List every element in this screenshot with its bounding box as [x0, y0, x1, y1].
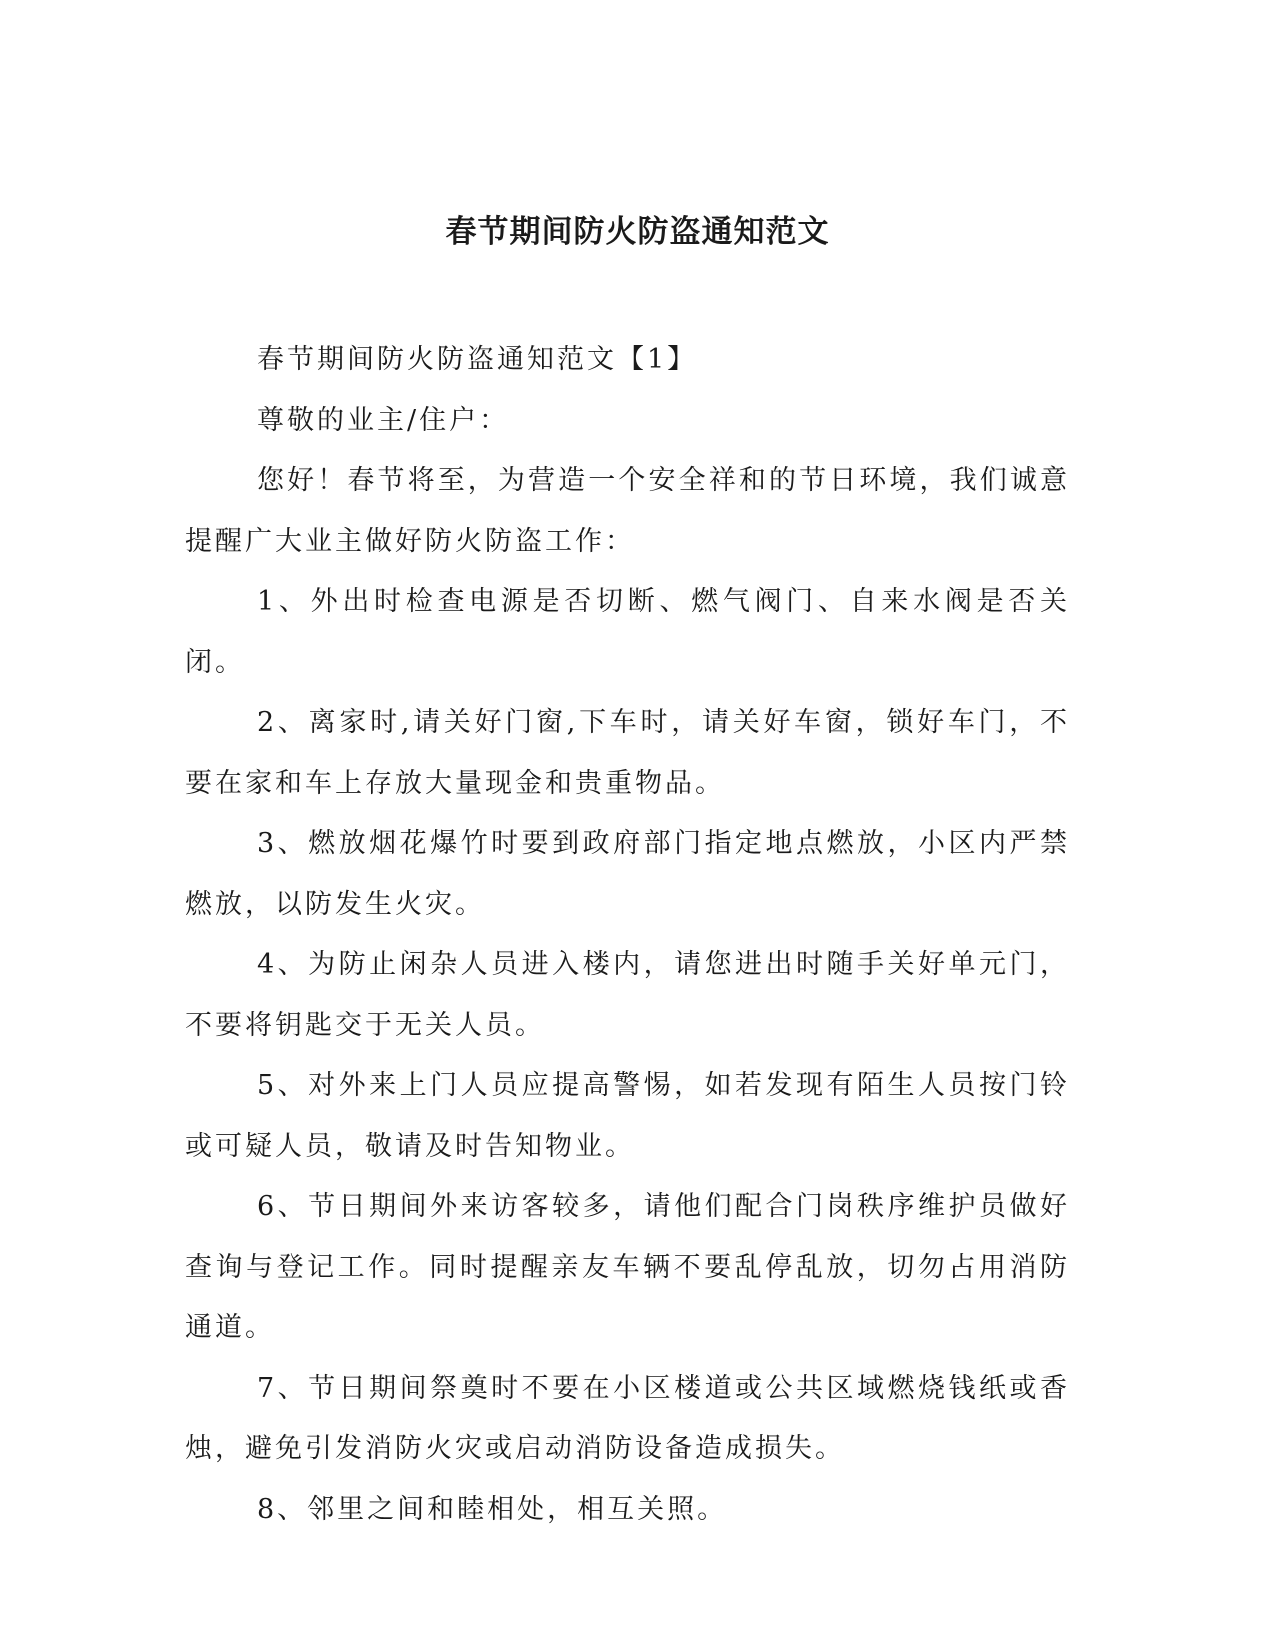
list-item-4: 4、为防止闲杂人员进入楼内，请您进出时随手关好单元门，不要将钥匙交于无关人员。 [185, 949, 1070, 1041]
list-item-6: 6、节日期间外来访客较多，请他们配合门岗秩序维护员做好查询与登记工作。同时提醒亲友车辆不要乱停乱放，切勿占用消防通道。 [185, 1191, 1070, 1343]
list-item-2: 2、离家时,请关好门窗,下车时，请关好车窗，锁好车门，不要在家和车上存放大量现金和贵重物品。 [185, 707, 1070, 799]
paragraph-subtitle: 春节期间防火防盗通知范文【1】 [257, 344, 698, 375]
list-item-5: 5、对外来上门人员应提高警惕，如若发现有陌生人员按门铃或可疑人员，敬请及时告知物业。 [185, 1070, 1070, 1162]
list-item-1: 1、外出时检查电源是否切断、燃气阀门、自来水阀是否关闭。 [185, 586, 1070, 678]
paragraph-salutation: 尊敬的业主/住户： [257, 404, 510, 436]
list-item-3: 3、燃放烟花爆竹时要到政府部门指定地点燃放，小区内严禁燃放，以防发生火灾。 [185, 828, 1070, 920]
paragraph-intro: 您好！春节将至，为营造一个安全祥和的节日环境，我们诚意提醒广大业主做好防火防盗工作： [185, 465, 1070, 557]
document-body [185, 330, 1070, 1540]
document-title: 春节期间防火防盗通知范文 [445, 214, 830, 250]
list-item-7: 7、节日期间祭奠时不要在小区楼道或公共区域燃烧钱纸或香烛，避免引发消防火灾或启动消防设备造成损失。 [185, 1372, 1070, 1464]
list-item-8: 8、邻里之间和睦相处，相互关照。 [257, 1493, 728, 1525]
